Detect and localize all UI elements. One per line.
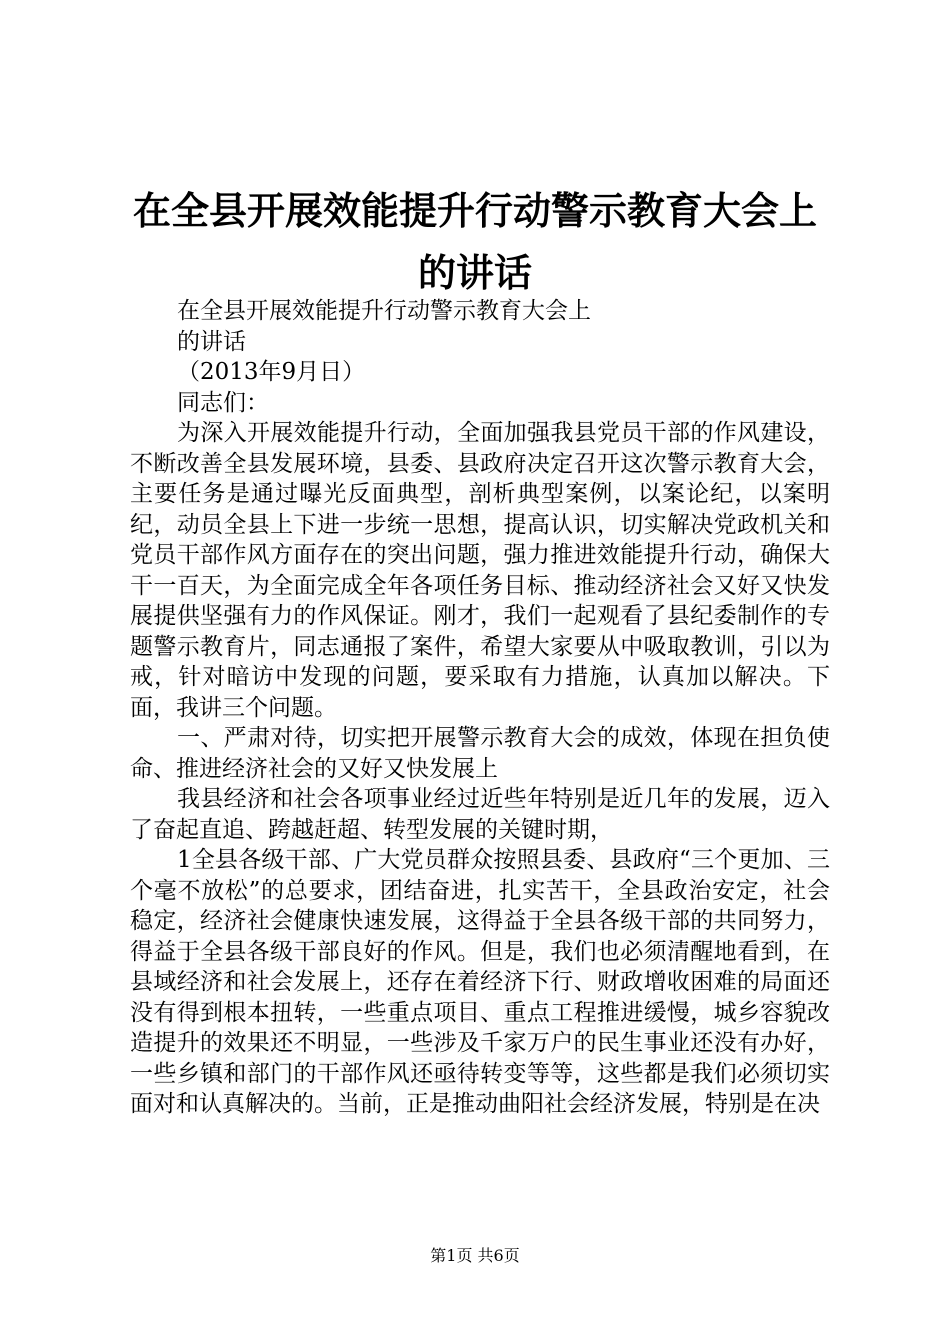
salutation: 同志们：	[177, 389, 269, 416]
page-number: 第1页 共6页	[430, 1246, 520, 1265]
paragraph: 为深入开展效能提升行动，全面加强我县党员干部的作风建设，不断改善全县发展环境，县委、县政府决定召开这次警示教育大会，主要任务是通过曝光反面典型，剖析典型案例，以案论纪，以案明纪，动员全县上下进一步统一思想，提高认识，切实解决党政机关和党员干部作风方面存在的突出问题，强力推进效能提升行动，确保大干一百天，为全面完成全年各项任务目标、推动经济社会又好又快发展提供坚强有力的作风保证。刚才，我们一起观看了县纪委制作的专题警示教育片，同志通报了案件，希望大家要从中吸取教训，引以为戒，针对暗访中发现的问题，要采取有力措施，认真加以解决。下面，我讲三个问题。	[130, 420, 830, 721]
subtitle-line-1: 在全县开展效能提升行动警示教育大会上	[177, 298, 591, 324]
subtitle-line-2: 的讲话	[177, 328, 246, 355]
paragraph: 我县经济和社会各项事业经过近些年特别是近几年的发展，迈入了奋起直追、跨越赶超、转型发展的关键时期，	[130, 786, 830, 843]
document-title: 在全县开展效能提升行动警示教育大会上的讲话	[132, 188, 817, 295]
speech-date: （2013年9月日）	[177, 359, 366, 385]
document-body	[130, 296, 830, 1120]
section-heading: 一、严肃对待，切实把开展警示教育大会的成效，体现在担负使命、推进经济社会的又好又快发展上	[130, 725, 830, 782]
paragraph: 1全县各级干部、广大党员群众按照县委、县政府“三个更加、三个毫不放松”的总要求，团结奋进，扎实苦干，全县政治安定，社会稳定，经济社会健康快速发展，这得益于全县各级干部的共同努力，得益于全县各级干部良好的作风。但是，我们也必须清醒地看到，在县域经济和社会发展上，还存在着经济下行、财政增收困难的局面还没有得到根本扭转，一些重点项目、重点工程推进缓慢，城乡容貌改造提升的效果还不明显，一些涉及千家万户的民生事业还没有办好，一些乡镇和部门的干部作风还亟待转变等等，这些都是我们必须切实面对和认真解决的。当前，正是推动曲阳社会经济发展，特别是在决	[130, 847, 830, 1117]
